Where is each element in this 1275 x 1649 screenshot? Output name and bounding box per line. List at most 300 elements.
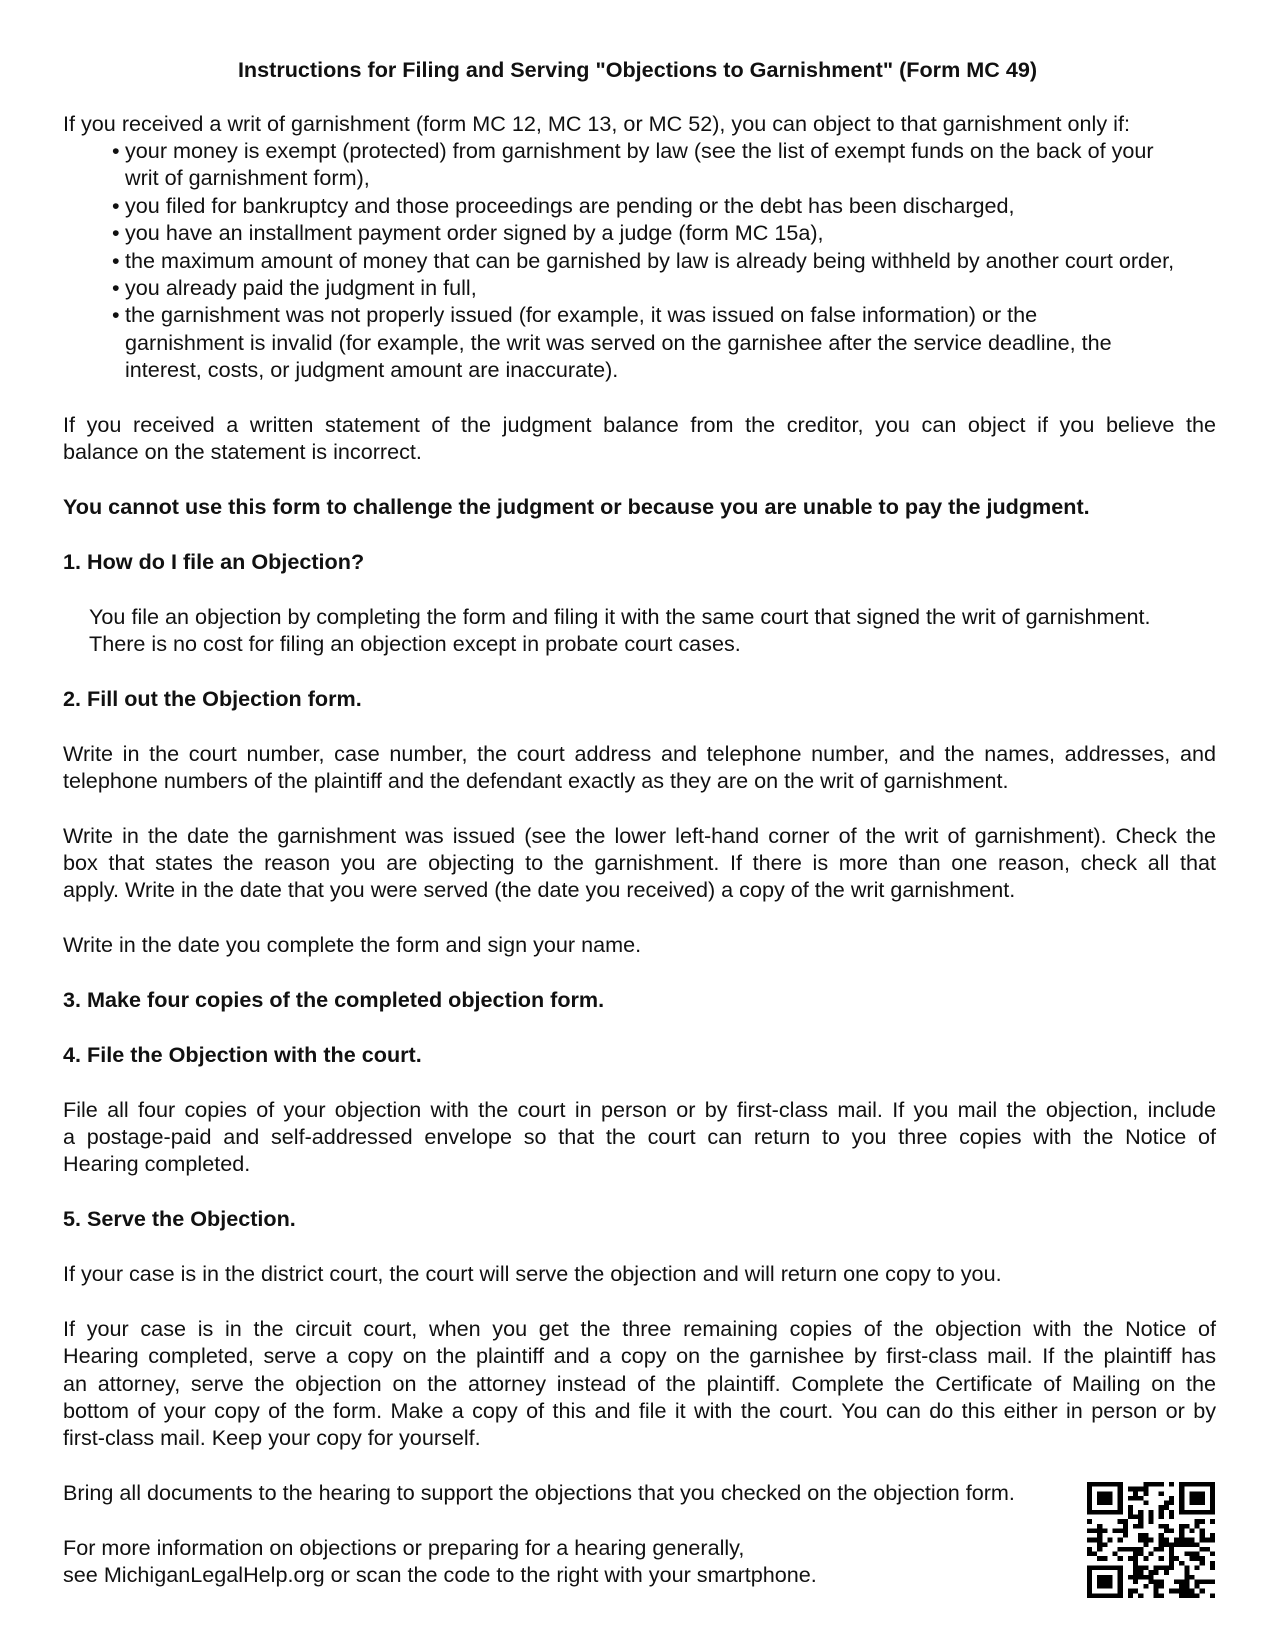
qr-module — [1102, 1501, 1107, 1506]
qr-module — [1205, 1538, 1210, 1543]
qr-module — [1164, 1528, 1169, 1533]
qr-module — [1118, 1487, 1123, 1492]
qr-module — [1154, 1589, 1159, 1594]
qr-module — [1179, 1542, 1184, 1547]
bullet-icon: • — [112, 275, 120, 300]
qr-module — [1092, 1528, 1097, 1533]
qr-module — [1195, 1552, 1200, 1557]
qr-module — [1210, 1505, 1215, 1510]
qr-module — [1195, 1556, 1200, 1561]
qr-module — [1179, 1538, 1184, 1543]
qr-module — [1195, 1542, 1200, 1547]
qr-module — [1087, 1570, 1092, 1575]
list-item: • you already paid the judgment in full, — [112, 275, 477, 300]
qr-module — [1138, 1552, 1143, 1557]
qr-module — [1128, 1487, 1133, 1492]
qr-module — [1097, 1510, 1102, 1515]
qr-module — [1200, 1510, 1205, 1515]
qr-module — [1184, 1566, 1189, 1571]
qr-module — [1169, 1556, 1174, 1561]
section-body: an attorney, serve the objection on the attorney instead of the plaintiff. Complete the Certificate of Mailing on the — [63, 1371, 1216, 1396]
qr-module — [1102, 1593, 1107, 1598]
qr-module — [1189, 1538, 1194, 1543]
qr-module — [1087, 1575, 1092, 1580]
qr-module — [1210, 1538, 1215, 1543]
qr-module — [1133, 1496, 1138, 1501]
qr-module — [1092, 1566, 1097, 1571]
qr-module — [1148, 1538, 1153, 1543]
qr-module — [1138, 1570, 1143, 1575]
qr-module — [1179, 1593, 1184, 1598]
section-body: Bring all documents to the hearing to support the objections that you checked on the objection form. — [63, 1480, 1015, 1505]
qr-module — [1184, 1510, 1189, 1515]
qr-module — [1210, 1561, 1215, 1566]
qr-module — [1184, 1584, 1189, 1589]
qr-module — [1154, 1584, 1159, 1589]
qr-module — [1179, 1496, 1184, 1501]
qr-module — [1097, 1533, 1102, 1538]
qr-module — [1133, 1556, 1138, 1561]
qr-module — [1097, 1538, 1102, 1543]
qr-module — [1123, 1528, 1128, 1533]
qr-module — [1118, 1547, 1123, 1552]
qr-module — [1107, 1584, 1112, 1589]
qr-module — [1097, 1542, 1102, 1547]
qr-module — [1097, 1491, 1102, 1496]
qr-module — [1184, 1589, 1189, 1594]
qr-module — [1097, 1575, 1102, 1580]
qr-module — [1107, 1482, 1112, 1487]
section-body: Hearing completed. — [63, 1151, 251, 1176]
qr-module — [1118, 1482, 1123, 1487]
qr-module — [1159, 1547, 1164, 1552]
qr-module — [1159, 1510, 1164, 1515]
section-heading: 1. How do I file an Objection? — [63, 549, 365, 574]
section-body: bottom of your copy of the form. Make a copy of this and file it with the court. You can do this either in person or by — [63, 1398, 1216, 1423]
qr-module — [1143, 1542, 1148, 1547]
document-title: Instructions for Filing and Serving "Objections to Garnishment" (Form MC 49) — [237, 57, 1038, 82]
qr-module — [1195, 1584, 1200, 1589]
qr-module — [1123, 1524, 1128, 1529]
qr-module — [1092, 1593, 1097, 1598]
qr-module — [1143, 1584, 1148, 1589]
qr-module — [1169, 1501, 1174, 1506]
qr-module — [1097, 1593, 1102, 1598]
qr-module — [1148, 1552, 1153, 1557]
qr-module — [1159, 1491, 1164, 1496]
qr-module — [1179, 1528, 1184, 1533]
section-body: first-class mail. Keep your copy for yourself. — [63, 1425, 481, 1450]
qr-module — [1174, 1579, 1179, 1584]
footer-text: For more information on objections or preparing for a hearing generally, — [63, 1535, 745, 1560]
section-body: Write in the date the garnishment was issued (see the lower left-hand corner of the writ of garnishment). Check the — [63, 823, 1216, 848]
qr-module — [1159, 1542, 1164, 1547]
qr-module — [1133, 1579, 1138, 1584]
qr-module — [1210, 1510, 1215, 1515]
qr-module — [1210, 1533, 1215, 1538]
qr-module — [1138, 1487, 1143, 1492]
section-body: box that states the reason you are objecting to the garnishment. If there is more than one reason, check all that — [63, 850, 1216, 875]
qr-module — [1184, 1542, 1189, 1547]
qr-module — [1205, 1547, 1210, 1552]
qr-module — [1159, 1579, 1164, 1584]
section-body: If your case is in the district court, the court will serve the objection and will return one copy to you. — [63, 1261, 1002, 1286]
qr-module — [1087, 1510, 1092, 1515]
qr-module — [1179, 1561, 1184, 1566]
qr-module — [1179, 1482, 1184, 1487]
qr-module — [1102, 1579, 1107, 1584]
qr-module — [1154, 1570, 1159, 1575]
list-item: • the garnishment was not properly issued (for example, it was issued on false information) or the — [112, 302, 1038, 327]
qr-module — [1102, 1510, 1107, 1515]
qr-module — [1097, 1584, 1102, 1589]
qr-module — [1169, 1496, 1174, 1501]
qr-module — [1189, 1510, 1194, 1515]
qr-module — [1210, 1496, 1215, 1501]
qr-module — [1143, 1491, 1148, 1496]
qr-module — [1179, 1487, 1184, 1492]
qr-module — [1159, 1556, 1164, 1561]
qr-module — [1087, 1519, 1092, 1524]
qr-module — [1087, 1547, 1092, 1552]
footer-text: see MichiganLegalHelp.org or scan the code to the right with your smartphone. — [63, 1562, 817, 1587]
qr-module — [1169, 1482, 1174, 1487]
qr-module — [1164, 1524, 1169, 1529]
qr-module — [1159, 1533, 1164, 1538]
qr-module — [1195, 1491, 1200, 1496]
qr-module — [1107, 1575, 1112, 1580]
qr-module — [1200, 1519, 1205, 1524]
qr-module — [1159, 1538, 1164, 1543]
qr-module — [1092, 1510, 1097, 1515]
qr-module — [1087, 1579, 1092, 1584]
qr-module — [1184, 1538, 1189, 1543]
qr-module — [1118, 1491, 1123, 1496]
qr-module — [1189, 1528, 1194, 1533]
qr-module — [1174, 1556, 1179, 1561]
qr-module — [1200, 1482, 1205, 1487]
qr-module — [1087, 1482, 1092, 1487]
qr-module — [1200, 1533, 1205, 1538]
qr-module — [1118, 1505, 1123, 1510]
section-body: There is no cost for filing an objection except in probate court cases. — [89, 631, 741, 656]
qr-module — [1154, 1482, 1159, 1487]
qr-module — [1133, 1514, 1138, 1519]
qr-module — [1154, 1593, 1159, 1598]
qr-module — [1169, 1542, 1174, 1547]
qr-module — [1092, 1552, 1097, 1557]
qr-module — [1179, 1584, 1184, 1589]
qr-module — [1128, 1575, 1133, 1580]
qr-module — [1154, 1547, 1159, 1552]
qr-module — [1118, 1589, 1123, 1594]
qr-module — [1118, 1579, 1123, 1584]
qr-module — [1148, 1514, 1153, 1519]
qr-module — [1189, 1482, 1194, 1487]
qr-module — [1195, 1510, 1200, 1515]
qr-module — [1200, 1579, 1205, 1584]
qr-module — [1138, 1575, 1143, 1580]
qr-module — [1169, 1566, 1174, 1571]
qr-module — [1179, 1501, 1184, 1506]
qr-module — [1164, 1570, 1169, 1575]
qr-module — [1118, 1584, 1123, 1589]
qr-module — [1195, 1482, 1200, 1487]
qr-module — [1097, 1501, 1102, 1506]
qr-module — [1154, 1566, 1159, 1571]
qr-module — [1138, 1547, 1143, 1552]
qr-module — [1200, 1561, 1205, 1566]
qr-module — [1107, 1593, 1112, 1598]
qr-module — [1169, 1589, 1174, 1594]
qr-module — [1107, 1566, 1112, 1571]
list-item-continuation: garnishment is invalid (for example, the writ was served on the garnishee after the service deadline, the — [125, 330, 1112, 355]
qr-module — [1138, 1496, 1143, 1501]
section-body: telephone numbers of the plaintiff and the defendant exactly as they are on the writ of garnishment. — [63, 768, 1009, 793]
qr-module — [1210, 1487, 1215, 1492]
qr-module — [1174, 1538, 1179, 1543]
qr-module — [1210, 1491, 1215, 1496]
qr-module — [1200, 1496, 1205, 1501]
qr-module — [1118, 1528, 1123, 1533]
qr-module — [1189, 1542, 1194, 1547]
qr-module — [1138, 1514, 1143, 1519]
qr-module — [1195, 1566, 1200, 1571]
qr-code-icon — [1087, 1482, 1215, 1598]
qr-module — [1189, 1589, 1194, 1594]
qr-module — [1189, 1496, 1194, 1501]
qr-module — [1102, 1542, 1107, 1547]
qr-module — [1179, 1510, 1184, 1515]
section-heading: 4. File the Objection with the court. — [63, 1042, 422, 1067]
qr-module — [1169, 1561, 1174, 1566]
qr-module — [1195, 1501, 1200, 1506]
qr-module — [1143, 1501, 1148, 1506]
qr-module — [1107, 1496, 1112, 1501]
qr-module — [1179, 1533, 1184, 1538]
list-item: • you filed for bankruptcy and those proceedings are pending or the debt has been discharged, — [112, 193, 1015, 218]
qr-module — [1102, 1556, 1107, 1561]
qr-module — [1123, 1519, 1128, 1524]
section-body: Write in the date you complete the form and sign your name. — [63, 932, 642, 957]
qr-module — [1164, 1505, 1169, 1510]
qr-module — [1169, 1552, 1174, 1557]
qr-module — [1200, 1556, 1205, 1561]
qr-module — [1123, 1533, 1128, 1538]
qr-module — [1087, 1538, 1092, 1543]
qr-module — [1184, 1575, 1189, 1580]
qr-module — [1195, 1524, 1200, 1529]
qr-module — [1164, 1501, 1169, 1506]
warning-text: You cannot use this form to challenge the judgment or because you are unable to pay the judgment. — [63, 494, 1090, 519]
qr-module — [1102, 1566, 1107, 1571]
qr-module — [1210, 1482, 1215, 1487]
qr-module — [1113, 1528, 1118, 1533]
qr-module — [1159, 1524, 1164, 1529]
qr-module — [1179, 1579, 1184, 1584]
qr-module — [1102, 1491, 1107, 1496]
qr-module — [1138, 1524, 1143, 1529]
qr-module — [1205, 1482, 1210, 1487]
qr-module — [1087, 1584, 1092, 1589]
qr-module — [1159, 1566, 1164, 1571]
qr-module — [1210, 1552, 1215, 1557]
qr-module — [1113, 1552, 1118, 1557]
bullet-icon: • — [112, 248, 120, 273]
qr-module — [1113, 1566, 1118, 1571]
qr-module — [1148, 1519, 1153, 1524]
qr-module — [1087, 1528, 1092, 1533]
qr-module — [1133, 1566, 1138, 1571]
qr-module — [1179, 1505, 1184, 1510]
qr-module — [1087, 1593, 1092, 1598]
qr-module — [1133, 1552, 1138, 1557]
section-body: a postage-paid and self-addressed envelope so that the court can return to you three copies with the Notice of — [63, 1124, 1216, 1149]
section-heading: 2. Fill out the Objection form. — [63, 686, 362, 711]
qr-module — [1184, 1524, 1189, 1529]
qr-module — [1174, 1589, 1179, 1594]
qr-module — [1143, 1533, 1148, 1538]
bullet-icon: • — [112, 193, 120, 218]
qr-module — [1102, 1528, 1107, 1533]
qr-module — [1189, 1575, 1194, 1580]
qr-module — [1159, 1505, 1164, 1510]
qr-module — [1138, 1510, 1143, 1515]
qr-module — [1143, 1482, 1148, 1487]
qr-module — [1097, 1556, 1102, 1561]
qr-module — [1118, 1519, 1123, 1524]
qr-module — [1128, 1510, 1133, 1515]
qr-module — [1087, 1487, 1092, 1492]
qr-module — [1087, 1589, 1092, 1594]
qr-module — [1195, 1579, 1200, 1584]
qr-module — [1148, 1510, 1153, 1515]
section-body: apply. Write in the date that you were served (the date you received) a copy of the writ garnishment. — [63, 877, 1016, 902]
qr-module — [1128, 1547, 1133, 1552]
qr-module — [1133, 1561, 1138, 1566]
qr-module — [1159, 1514, 1164, 1519]
qr-module — [1118, 1538, 1123, 1543]
qr-module — [1143, 1487, 1148, 1492]
list-item: • your money is exempt (protected) from garnishment by law (see the list of exempt funds on the back of your — [112, 138, 1154, 163]
section-heading: 3. Make four copies of the completed objection form. — [63, 987, 605, 1012]
qr-module — [1133, 1547, 1138, 1552]
qr-module — [1184, 1552, 1189, 1557]
qr-module — [1200, 1589, 1205, 1594]
qr-module — [1169, 1510, 1174, 1515]
qr-module — [1189, 1593, 1194, 1598]
qr-module — [1097, 1524, 1102, 1529]
intro-text: If you received a writ of garnishment (form MC 12, MC 13, or MC 52), you can object to that garnishment only if: — [63, 111, 1130, 136]
qr-module — [1128, 1556, 1133, 1561]
qr-module — [1133, 1491, 1138, 1496]
qr-module — [1133, 1589, 1138, 1594]
qr-module — [1143, 1566, 1148, 1571]
qr-module — [1102, 1496, 1107, 1501]
qr-module — [1184, 1593, 1189, 1598]
qr-module — [1184, 1570, 1189, 1575]
qr-module — [1200, 1501, 1205, 1506]
qr-module — [1148, 1482, 1153, 1487]
qr-module — [1169, 1547, 1174, 1552]
list-item-continuation: writ of garnishment form), — [125, 165, 370, 190]
qr-module — [1128, 1589, 1133, 1594]
qr-module — [1184, 1579, 1189, 1584]
qr-module — [1143, 1575, 1148, 1580]
qr-module — [1138, 1566, 1143, 1571]
qr-module — [1210, 1519, 1215, 1524]
list-item: • the maximum amount of money that can be garnished by law is already being withheld by another court order, — [112, 248, 1175, 273]
qr-module — [1138, 1538, 1143, 1543]
qr-module — [1087, 1505, 1092, 1510]
qr-module — [1138, 1593, 1143, 1598]
qr-module — [1087, 1566, 1092, 1571]
balance-paragraph: If you received a written statement of the judgment balance from the creditor, you can object if you believe the — [63, 412, 1216, 437]
qr-module — [1205, 1510, 1210, 1515]
qr-module — [1169, 1528, 1174, 1533]
qr-module — [1097, 1482, 1102, 1487]
section-body: You file an objection by completing the form and filing it with the same court that signed the writ of garnishment. — [89, 604, 1151, 629]
qr-module — [1195, 1593, 1200, 1598]
qr-module — [1118, 1575, 1123, 1580]
qr-module — [1200, 1538, 1205, 1543]
qr-module — [1200, 1528, 1205, 1533]
list-item: • you have an installment payment order signed by a judge (form MC 15a), — [112, 220, 824, 245]
qr-module — [1159, 1584, 1164, 1589]
qr-module — [1210, 1566, 1215, 1571]
bullet-icon: • — [112, 302, 120, 327]
bullet-icon: • — [112, 138, 120, 163]
qr-module — [1154, 1579, 1159, 1584]
qr-module — [1148, 1570, 1153, 1575]
list-item-continuation: interest, costs, or judgment amount are inaccurate). — [125, 357, 619, 382]
section-body: Write in the court number, case number, the court address and telephone number, and the names, addresses, and — [63, 741, 1216, 766]
qr-module — [1164, 1542, 1169, 1547]
qr-module — [1087, 1496, 1092, 1501]
section-heading: 5. Serve the Objection. — [63, 1206, 296, 1231]
qr-module — [1138, 1533, 1143, 1538]
qr-module — [1087, 1491, 1092, 1496]
qr-module — [1143, 1538, 1148, 1543]
qr-module — [1210, 1593, 1215, 1598]
qr-module — [1123, 1547, 1128, 1552]
qr-module — [1097, 1496, 1102, 1501]
qr-module — [1107, 1510, 1112, 1515]
qr-module — [1087, 1501, 1092, 1506]
qr-module — [1210, 1501, 1215, 1506]
qr-module — [1113, 1593, 1118, 1598]
qr-module — [1118, 1566, 1123, 1571]
qr-module — [1200, 1491, 1205, 1496]
qr-module — [1164, 1538, 1169, 1543]
qr-module — [1107, 1579, 1112, 1584]
qr-module — [1138, 1519, 1143, 1524]
qr-module — [1133, 1524, 1138, 1529]
qr-module — [1118, 1510, 1123, 1515]
qr-module — [1148, 1575, 1153, 1580]
qr-module — [1179, 1524, 1184, 1529]
qr-module — [1174, 1542, 1179, 1547]
qr-module — [1128, 1496, 1133, 1501]
qr-module — [1133, 1575, 1138, 1580]
qr-module — [1189, 1501, 1194, 1506]
qr-module — [1200, 1547, 1205, 1552]
section-body: File all four copies of your objection with the court in person or by first-class mail. If you mail the objection, include — [63, 1097, 1216, 1122]
qr-module — [1195, 1519, 1200, 1524]
qr-module — [1097, 1566, 1102, 1571]
qr-module — [1128, 1514, 1133, 1519]
qr-module — [1133, 1570, 1138, 1575]
